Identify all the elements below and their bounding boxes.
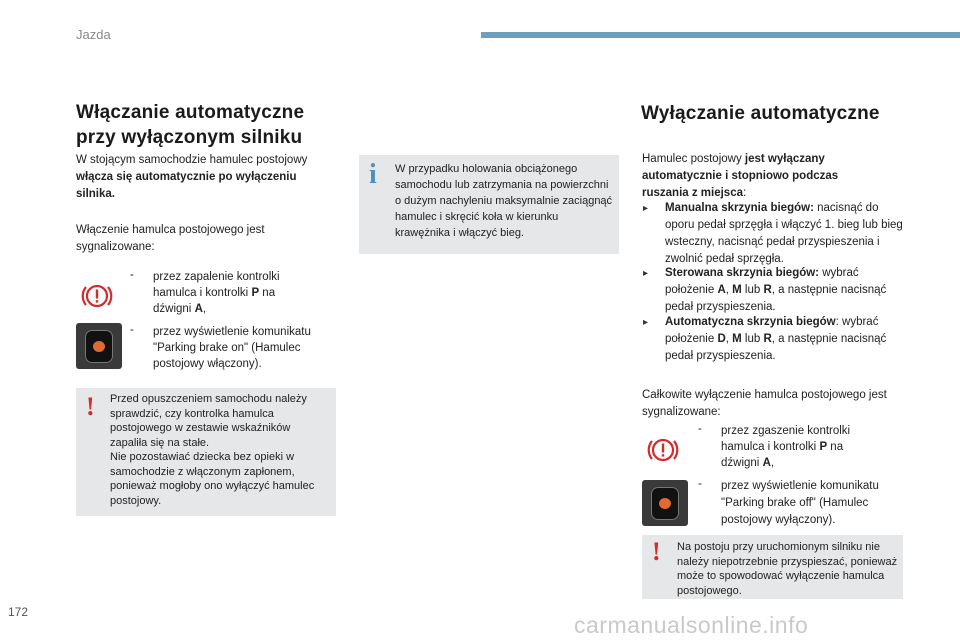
left-title bbox=[76, 100, 304, 150]
right-bullet-auto-sep1: , bbox=[725, 333, 733, 345]
parking-brake-button-icon bbox=[651, 487, 679, 520]
right-bullet-seq-bold: Sterowana skrzynia biegów: bbox=[665, 267, 820, 279]
right-item1-key-a: A bbox=[762, 457, 771, 469]
right-intro-normal: Hamulec postojowy bbox=[642, 153, 745, 165]
right-bullet-auto-bold: Automatyczna skrzynia biegów bbox=[665, 316, 836, 328]
right-intro-bold: jest wyłączany automatycznie i stopniowo podczas ruszania z miejsca bbox=[642, 153, 839, 199]
right-bullet-seq-k1: A bbox=[717, 284, 726, 296]
left-warning-text: Przed opuszczeniem samochodu należy sprawdzić, czy kontrolka hamulca postojowego w zestawie wskaźników zapaliła się na stałe. Nie pozostawiać dziecka bez opieki w samochodzie z włączonym zapłonem, ponieważ mogłoby ono wyłączyć hamulec postojowy. bbox=[110, 393, 315, 507]
right-item1-text bbox=[721, 423, 881, 471]
right-bullet-manual-bold: Manualna skrzynia biegów: bbox=[665, 202, 814, 214]
right-bullet-seq-k2: M bbox=[732, 284, 742, 296]
bullet-arrow-icon: ▸ bbox=[643, 317, 649, 328]
info-note-text: W przypadku holowania obciążonego samochodu lub zatrzymania na powierzchni o dużym nachyleniu maksymalnie zaciągnąć hamulec i skręcić koła w kierunku krawężnika i włączyć bieg. bbox=[395, 163, 613, 239]
right-title: Wyłączanie automatyczne bbox=[641, 103, 880, 124]
right-bullet-manual-text: nacisnąć do oporu pedał sprzęgła i włączyć 1. bieg lub bieg wsteczny, nacisnąć pedał przyspieszenia i zwolnić pedał sprzęgła. bbox=[665, 202, 903, 265]
header-bar bbox=[481, 32, 960, 38]
right-intro-end: : bbox=[743, 187, 747, 199]
parking-brake-button-icon bbox=[85, 330, 113, 363]
right-bullet-seq-k3: R bbox=[763, 284, 772, 296]
parking-brake-switch-image bbox=[642, 480, 688, 526]
right-warning-text: Na postoju przy uruchomionym silniku nie należy niepotrzebnie przyspieszać, ponieważ może to spowodować wyłączenie hamulca postojowego. bbox=[677, 541, 898, 597]
page-number: 172 bbox=[8, 605, 29, 619]
right-item2-dash: - bbox=[698, 478, 702, 490]
right-bullet-seq-text-a: wybrać położenie bbox=[665, 267, 859, 296]
right-intro bbox=[642, 151, 882, 202]
left-item1-dash: - bbox=[130, 269, 134, 281]
left-item1-text-c: , bbox=[202, 303, 207, 315]
right-bullet-auto-sep2: lub bbox=[741, 333, 764, 345]
left-item1-text-a: przez zapalenie kontrolki hamulca i kontrolki bbox=[153, 271, 280, 299]
right-item2-text: przez wyświetlenie komunikatu "Parking brake off" (Hamulec postojowy wyłączony). bbox=[721, 480, 879, 526]
section-label: Jazda bbox=[76, 27, 111, 42]
right-bullet-seq-sep2: lub bbox=[741, 284, 764, 296]
info-note bbox=[359, 155, 619, 254]
info-icon: i bbox=[369, 159, 377, 190]
right-signal-text: Całkowite wyłączenie hamulca postojowego jest sygnalizowane: bbox=[642, 389, 887, 418]
watermark: carmanualsonline.info bbox=[574, 612, 809, 638]
right-bullet-manual bbox=[665, 200, 910, 268]
right-item1-text-a: przez zgaszenie kontrolki hamulca i kontrolki bbox=[721, 425, 851, 453]
parking-brake-warning-icon bbox=[646, 436, 680, 464]
left-intro bbox=[76, 152, 336, 203]
left-intro-bold: włącza się automatycznie po wyłączeniu silnika. bbox=[76, 171, 297, 200]
right-item1-text-b: na dźwigni bbox=[721, 441, 844, 469]
warning-exclamation-icon: ! bbox=[86, 392, 95, 421]
right-item1-key-p: P bbox=[819, 441, 828, 453]
left-warning-note bbox=[76, 388, 336, 516]
right-bullet-automatic bbox=[665, 314, 910, 365]
right-bullet-auto-text-a: : wybrać położenie bbox=[665, 316, 879, 345]
right-bullet-auto-k1: D bbox=[717, 333, 726, 345]
warning-exclamation-icon: ! bbox=[652, 537, 661, 566]
right-bullet-seq-sep1: , bbox=[725, 284, 733, 296]
right-bullet-seq-text-b: , a następnie nacisnąć pedał przyspieszenia. bbox=[665, 284, 887, 313]
right-warning-note bbox=[642, 535, 903, 599]
bullet-arrow-icon: ▸ bbox=[643, 268, 649, 279]
left-intro-normal: W stojącym samochodzie hamulec postojowy bbox=[76, 154, 308, 166]
left-item1-key-p: P bbox=[251, 287, 260, 299]
right-bullet-auto-k2: M bbox=[732, 333, 742, 345]
right-item1-text-c: , bbox=[770, 457, 775, 469]
right-bullet-auto-text-b: , a następnie nacisnąć pedał przyspieszenia. bbox=[665, 333, 887, 362]
left-item2-text: przez wyświetlenie komunikatu "Parking brake on" (Hamulec postojowy włączony). bbox=[153, 326, 311, 370]
bullet-arrow-icon: ▸ bbox=[643, 203, 649, 214]
left-signal-text: Włączenie hamulca postojowego jest sygnalizowane: bbox=[76, 224, 265, 253]
left-item2-dash: - bbox=[130, 324, 134, 336]
left-item1-text bbox=[153, 269, 313, 317]
left-item1-key-a: A bbox=[194, 303, 203, 315]
parking-brake-switch-image bbox=[76, 323, 122, 369]
left-title-line2: przy wyłączonym silniku bbox=[76, 127, 303, 148]
right-item1-dash: - bbox=[698, 423, 702, 435]
left-title-line1: Włączanie automatyczne bbox=[76, 102, 305, 123]
right-bullet-auto-k3: R bbox=[763, 333, 772, 345]
parking-brake-warning-icon bbox=[80, 282, 114, 310]
left-item1-text-b: na dźwigni bbox=[153, 287, 276, 315]
right-bullet-sequential bbox=[665, 265, 910, 316]
